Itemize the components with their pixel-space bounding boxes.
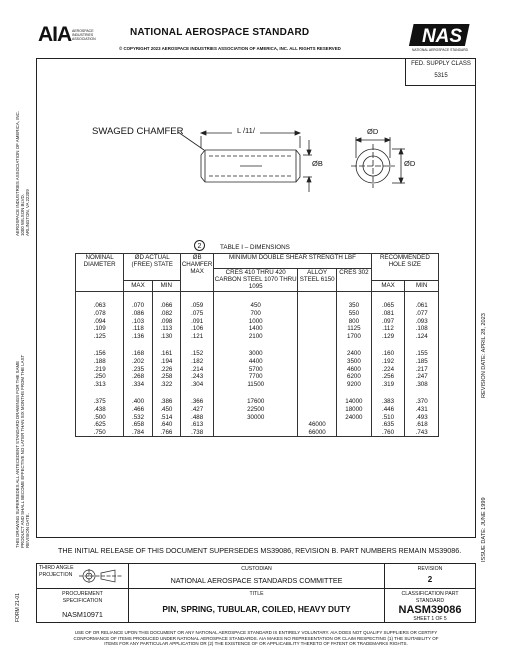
table-cell	[124, 292, 152, 303]
revision-label: REVISION	[417, 566, 443, 572]
table-cell: 3500	[337, 358, 372, 366]
table-cell: .078	[76, 310, 124, 318]
table-cell	[76, 340, 124, 350]
table-cell: .375	[76, 398, 124, 406]
revision-value: 2	[427, 575, 433, 584]
table-cell: 14000	[337, 398, 372, 406]
table-cell: .059	[181, 302, 214, 310]
od-side-arrow-top	[399, 149, 403, 154]
supersede-line: REVISION DATE.	[25, 513, 30, 548]
table-cell: 4600	[337, 366, 372, 374]
dimensions-table-body	[76, 292, 439, 437]
table-cell: 350	[337, 302, 372, 310]
table-cell	[337, 421, 372, 429]
table-cell: .243	[181, 373, 214, 381]
table-cell	[214, 429, 298, 437]
table-cell: 30000	[214, 414, 298, 422]
table-cell: .124	[405, 333, 439, 341]
table-cell: 3000	[214, 350, 298, 358]
document-header-title: NATIONAL AEROSPACE STANDARD	[130, 27, 310, 38]
custodian-label: CUSTODIAN	[241, 566, 272, 572]
dimensions-table	[75, 253, 439, 437]
table-cell	[152, 292, 180, 303]
fsc-label: FED. SUPPLY CLASS	[411, 61, 471, 67]
table-cell: 22500	[214, 406, 298, 414]
table-cell: .250	[76, 373, 124, 381]
ob-label: ØB	[312, 159, 323, 168]
table-row	[76, 350, 439, 358]
table-cell: .268	[124, 373, 152, 381]
table-cell: .160	[371, 350, 405, 358]
table-cell: .760	[371, 429, 405, 437]
table-row	[76, 406, 439, 414]
title-cell	[129, 589, 385, 623]
table-cell: .086	[124, 310, 152, 318]
table-cell: .098	[152, 318, 180, 326]
table-cell: .446	[371, 406, 405, 414]
ob-arrow-top	[307, 150, 311, 155]
table-row	[76, 310, 439, 318]
table-cell: .640	[152, 421, 180, 429]
table-row	[76, 398, 439, 406]
col-cres302: CRES 302	[337, 268, 372, 292]
table-cell: .121	[181, 333, 214, 341]
address-line: 1000 WILSON BLVD.	[20, 194, 25, 236]
table-cell	[298, 373, 337, 381]
col-od-min: MIN	[152, 281, 180, 292]
table-cell: .081	[371, 310, 405, 318]
table-cell: .313	[76, 381, 124, 389]
table-cell: .112	[371, 325, 405, 333]
table-cell: .129	[371, 333, 405, 341]
table-row	[76, 318, 439, 326]
col-hole-max: MAX	[371, 281, 405, 292]
address-line: AEROSPACE INDUSTRIES ASSOCIATION OF AMERICA, INC.	[15, 111, 20, 236]
table-cell: .450	[152, 406, 180, 414]
table-cell: .235	[124, 366, 152, 374]
table-cell	[298, 388, 337, 398]
table-cell	[405, 388, 439, 398]
title-block	[36, 563, 476, 623]
col-od-actual: ØD ACTUAL (FREE) STATE	[124, 254, 181, 269]
table-cell: 1000	[214, 318, 298, 326]
table-cell: .097	[371, 318, 405, 326]
third-angle-projection-icon	[79, 568, 123, 584]
table-cell: .514	[152, 414, 180, 422]
od-label-end-view: ØD	[367, 127, 379, 136]
table-cell: .366	[181, 398, 214, 406]
table-cell: .155	[405, 350, 439, 358]
title-label: TITLE	[249, 591, 264, 597]
table-cell	[337, 429, 372, 437]
table-cell	[298, 302, 337, 310]
table-cell: .304	[181, 381, 214, 389]
table-cell: 11500	[214, 381, 298, 389]
table-cell: .743	[405, 429, 439, 437]
table-cell: .750	[76, 429, 124, 437]
table-cell: .113	[152, 325, 180, 333]
table-cell	[405, 340, 439, 350]
col-shear-strength: MINIMUM DOUBLE SHEAR STRENGTH LBF	[214, 254, 372, 269]
table-cell: .219	[76, 366, 124, 374]
table-cell: .226	[152, 366, 180, 374]
part-number: NASM39086	[398, 604, 462, 616]
table-cell	[337, 292, 372, 303]
table-cell	[214, 421, 298, 429]
table-cell: 2400	[337, 350, 372, 358]
table-cell: .214	[181, 366, 214, 374]
table-cell: 7700	[214, 373, 298, 381]
table-cell	[298, 350, 337, 358]
table-cell	[298, 340, 337, 350]
table-cell	[298, 366, 337, 374]
table-cell: 24000	[337, 414, 372, 422]
table-cell: .431	[405, 406, 439, 414]
table-cell	[298, 292, 337, 303]
table-cell: .136	[124, 333, 152, 341]
table-row	[76, 381, 439, 389]
table-cell: .093	[405, 318, 439, 326]
length-arrow-left	[201, 131, 206, 135]
table-cell: .256	[371, 373, 405, 381]
table-cell	[214, 340, 298, 350]
table-cell	[337, 340, 372, 350]
table-cell	[298, 358, 337, 366]
fsc-value: 5315	[434, 73, 448, 79]
col-alloy-steel: ALLOY STEEL 6150	[298, 268, 337, 292]
table-cell: .061	[405, 302, 439, 310]
table-cell	[124, 388, 152, 398]
table-cell: .613	[181, 421, 214, 429]
table-cell	[298, 381, 337, 389]
table-cell: .192	[371, 358, 405, 366]
custodian-cell	[129, 564, 385, 589]
form-number: FORM 21-01	[15, 593, 21, 622]
table-cell: 66000	[298, 429, 337, 437]
table-cell: .488	[181, 414, 214, 422]
table-cell	[124, 340, 152, 350]
table-cell: .118	[124, 325, 152, 333]
release-note: THE INITIAL RELEASE OF THIS DOCUMENT SUPERSEDES MS39086, REVISION B. PART NUMBERS REMAIN MS39086.	[58, 546, 462, 555]
table-cell: .427	[181, 406, 214, 414]
table-cell: .658	[124, 421, 152, 429]
table-cell: 4400	[214, 358, 298, 366]
table-cell: .217	[405, 366, 439, 374]
table-cell: .500	[76, 414, 124, 422]
od-arrow-right	[385, 138, 390, 142]
table-row	[76, 421, 439, 429]
procurement-label: PROCUREMENT SPECIFICATION	[62, 591, 103, 604]
table-row	[76, 325, 439, 333]
table-cell	[298, 325, 337, 333]
issue-date: ISSUE DATE: JUNE 1999	[481, 497, 487, 562]
table-row	[76, 414, 439, 422]
table-cell: 46000	[298, 421, 337, 429]
table-cell: .065	[371, 302, 405, 310]
table-cell	[337, 388, 372, 398]
table-cell: .766	[152, 429, 180, 437]
length-label: L /11/	[237, 126, 255, 135]
table-cell	[181, 388, 214, 398]
table-cell: .108	[405, 325, 439, 333]
table-cell: .784	[124, 429, 152, 437]
nas-logo-caption: NATIONAL AEROSPACE STANDARD	[412, 48, 468, 52]
table-cell: .094	[76, 318, 124, 326]
length-arrow-right	[295, 131, 300, 135]
col-ob-chamfer: ØB CHAMFER MAX	[181, 254, 214, 292]
table-cell: .370	[405, 398, 439, 406]
table-cell: .185	[405, 358, 439, 366]
table-cell: .438	[76, 406, 124, 414]
chamfer-leader	[178, 132, 204, 150]
table-cell: .400	[124, 398, 152, 406]
footer-disclaimer: USE OF OR RELIANCE UPON THIS DOCUMENT OR ANY NATIONAL AEROSPACE STANDARD IS ENTIRELY VOLUNTARY. AIA DOES NOT QUALIFY SUPPLIERS OR CERTIFY CONFORMANCE OF ITEMS PRODUCED UNDER NATIONAL AEROSPACE STANDARDS. AIA MAKES NO REPRESENTATION OR CLAIM RESPECTING (1) THE SUITABILITY OF ITEMS FOR ANY PARTICULAR APPLICATION OR (2) THE EXISTENCE OF OR APPLICABILITY THERETO OF PATENT OR TRADEMARKS RIGHTS.	[73, 630, 439, 647]
table-cell: .383	[371, 398, 405, 406]
table-cell: .618	[405, 421, 439, 429]
table-cell	[76, 292, 124, 303]
revision-date: REVISION DATE: APRIL 28, 2023	[481, 313, 487, 398]
table-cell: .247	[405, 373, 439, 381]
projection-cell	[37, 564, 129, 589]
table-row	[76, 366, 439, 374]
table-cell: .077	[405, 310, 439, 318]
table-row	[76, 429, 439, 437]
table-row	[76, 302, 439, 310]
table-cell	[371, 388, 405, 398]
table-cell	[298, 414, 337, 422]
table-row	[76, 373, 439, 381]
address-line: ARLINGTON, VA 22209	[25, 189, 30, 236]
table-cell: .168	[124, 350, 152, 358]
supersede-line: PRODUCT AND SHALL BECOME EFFECTIVE NO LATER THAN SIX MONTHS FROM THE LAST	[20, 354, 25, 548]
table-cell: .319	[371, 381, 405, 389]
swaged-chamfer-label: SWAGED CHAMFER	[92, 126, 184, 137]
table-cell: 1125	[337, 325, 372, 333]
table-cell: .635	[371, 421, 405, 429]
table-cell: .070	[124, 302, 152, 310]
table-cell: .493	[405, 414, 439, 422]
table-cell: .103	[124, 318, 152, 326]
procurement-cell	[37, 589, 129, 623]
table-cell: 2100	[214, 333, 298, 341]
col-nominal-diameter: NOMINAL DIAMETER	[76, 254, 124, 292]
table-cell	[152, 388, 180, 398]
aia-logo-subtitle: AEROSPACE INDUSTRIES ASSOCIATION	[72, 29, 96, 41]
projection-label: THIRD ANGLE PROJECTION	[39, 565, 74, 578]
table-cell: 450	[214, 302, 298, 310]
table-cell: 5700	[214, 366, 298, 374]
table-cell: .109	[76, 325, 124, 333]
table-cell: .130	[152, 333, 180, 341]
table-cell: .625	[76, 421, 124, 429]
table-cell	[152, 340, 180, 350]
table-cell: .466	[124, 406, 152, 414]
table-row	[76, 333, 439, 341]
table-cell	[214, 388, 298, 398]
table-cell	[298, 406, 337, 414]
table-cell: .091	[181, 318, 214, 326]
copyright-notice: © COPYRIGHT 2023 AEROSPACE INDUSTRIES ASSOCIATION OF AMERICA, INC. ALL RIGHTS RESERVED	[119, 46, 341, 51]
table-cell	[298, 318, 337, 326]
table-cell	[298, 333, 337, 341]
table-cell: .066	[152, 302, 180, 310]
table-cell	[181, 292, 214, 303]
table-cell: .258	[152, 373, 180, 381]
table-cell: .106	[181, 325, 214, 333]
nas-logo-text: NAS	[421, 26, 463, 47]
custodian-value: NATIONAL AEROSPACE STANDARDS COMMITTEE	[170, 576, 343, 585]
table-cell: .224	[371, 366, 405, 374]
table-cell: 18000	[337, 406, 372, 414]
revision-cell	[385, 564, 475, 589]
table-cell: 1400	[214, 325, 298, 333]
table-cell	[181, 340, 214, 350]
table-cell: .188	[76, 358, 124, 366]
table-cell	[76, 388, 124, 398]
table-row	[76, 358, 439, 366]
table-title: TABLE I – DIMENSIONS	[220, 244, 290, 251]
table-cell: .182	[181, 358, 214, 366]
table-cell	[214, 292, 298, 303]
table-cell: .156	[76, 350, 124, 358]
table-cell: .386	[152, 398, 180, 406]
table-cell: .082	[152, 310, 180, 318]
table-cell: .532	[124, 414, 152, 422]
table-cell: .334	[124, 381, 152, 389]
table-cell: .152	[181, 350, 214, 358]
table-cell: 1700	[337, 333, 372, 341]
col-hole-size: RECOMMENDED HOLE SIZE	[371, 254, 438, 269]
table-cell: .063	[76, 302, 124, 310]
ob-arrow-bottom	[307, 177, 311, 182]
table-cell: 9200	[337, 381, 372, 389]
od-arrow-left	[356, 138, 361, 142]
table-cell: 6200	[337, 373, 372, 381]
od-side-arrow-bottom	[399, 178, 403, 183]
supersede-line: THIS DRAWING SUPERSEDES ALL ANTECEDENT STANDARD DRAWINGS FOR THE SAME	[15, 360, 20, 548]
table-cell: 800	[337, 318, 372, 326]
sheet-number: SHEET 1 OF 5	[413, 616, 447, 622]
note-2-marker: 2	[194, 240, 205, 251]
table-cell	[298, 398, 337, 406]
table-cell: .738	[181, 429, 214, 437]
table-cell: .075	[181, 310, 214, 318]
table-cell	[371, 340, 405, 350]
classification-label: CLASSIFICATION PART STANDARD	[401, 591, 459, 604]
table-cell: 700	[214, 310, 298, 318]
od-spacer	[124, 268, 181, 281]
col-hole-min: MIN	[405, 281, 439, 292]
document-title: PIN, SPRING, TUBULAR, COILED, HEAVY DUTY	[162, 604, 351, 614]
table-cell: .202	[124, 358, 152, 366]
table-cell: .194	[152, 358, 180, 366]
hole-spacer	[371, 268, 438, 281]
table-cell	[298, 310, 337, 318]
table-cell: .161	[152, 350, 180, 358]
classification-cell	[385, 589, 475, 623]
table-cell: .125	[76, 333, 124, 341]
table-cell	[405, 292, 439, 303]
procurement-value: NASM10971	[62, 610, 103, 619]
table-cell: 550	[337, 310, 372, 318]
col-cres410: CRES 410 THRU 420 CARBON STEEL 1070 THRU 1095	[214, 268, 297, 291]
od-label-side: ØD	[404, 159, 416, 168]
table-cell: .510	[371, 414, 405, 422]
col-od-max: MAX	[124, 281, 152, 292]
table-cell	[371, 292, 405, 303]
table-cell: .322	[152, 381, 180, 389]
table-cell: .308	[405, 381, 439, 389]
aia-logo: AIA	[38, 23, 72, 46]
table-cell: 17600	[214, 398, 298, 406]
